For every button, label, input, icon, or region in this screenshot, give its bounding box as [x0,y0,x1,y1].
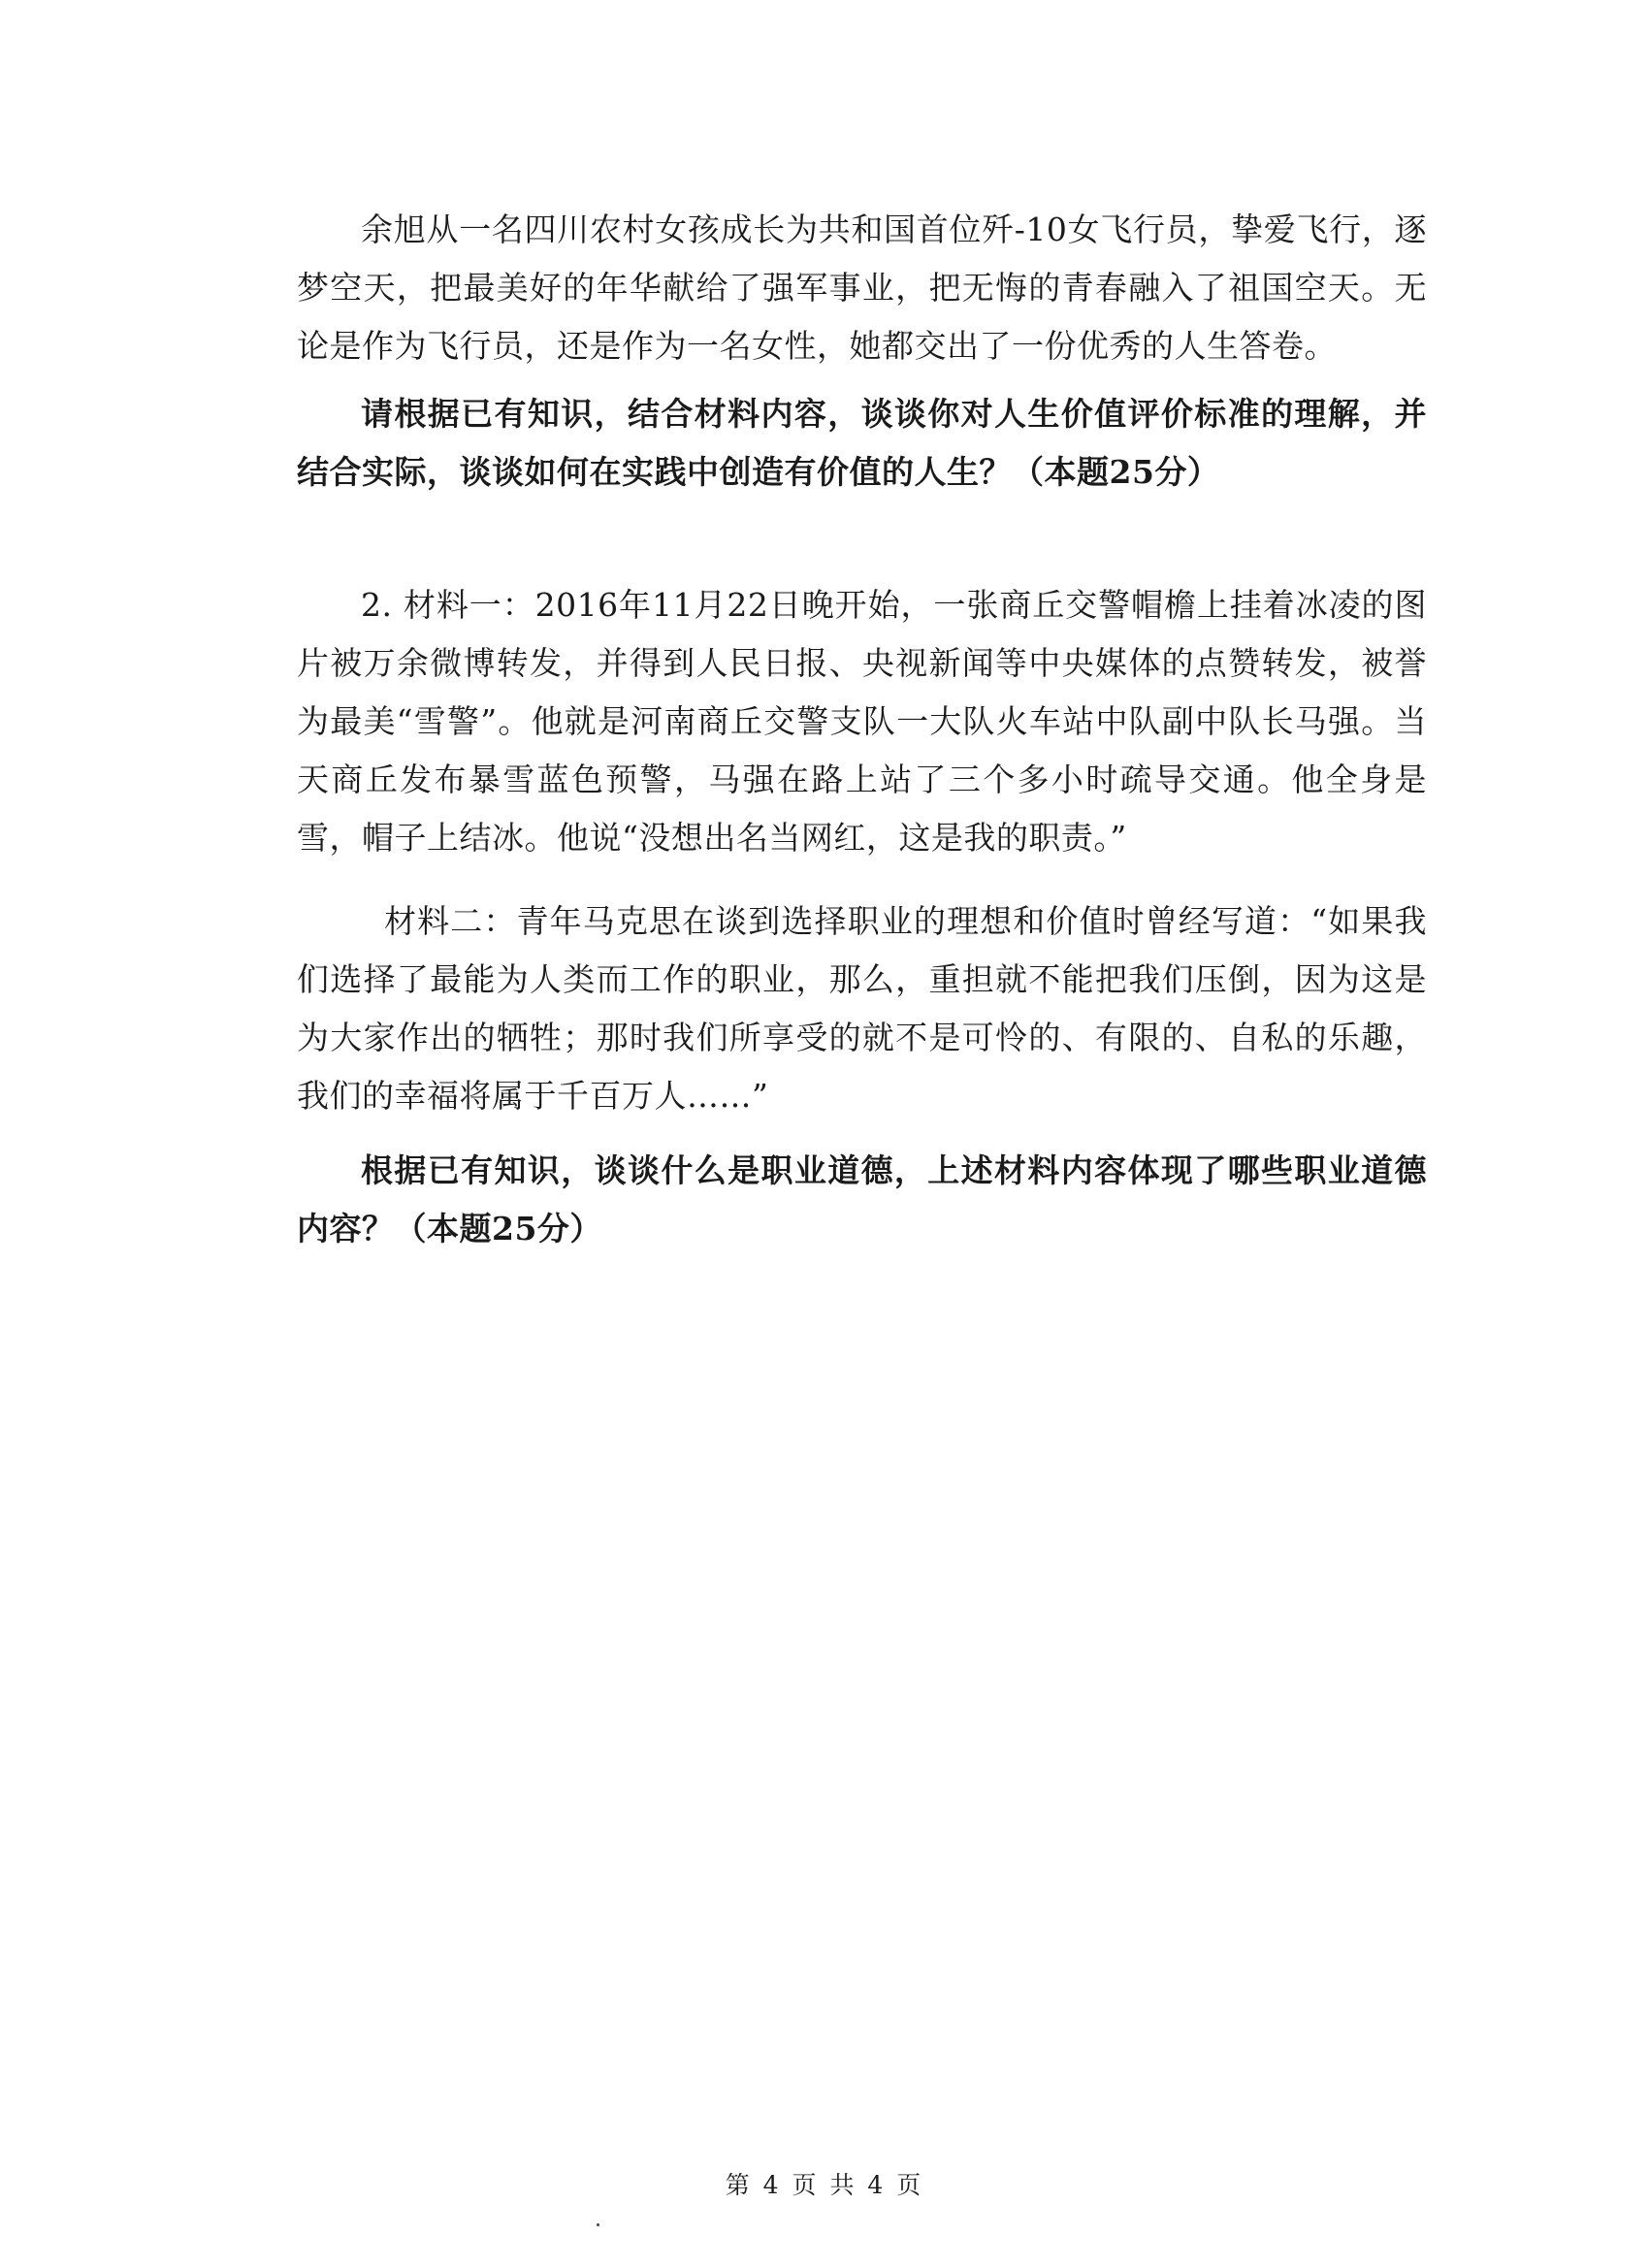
question-2-prompt: 根据已有知识，谈谈什么是职业道德，上述材料内容体现了哪些职业道德内容？（本题25分） [297,1151,1427,1247]
question-1-prompt: 请根据已有知识，结合材料内容，谈谈你对人生价值评价标准的理解，并结合实际，谈谈如何在实践中创造有价值的人生？（本题25分） [297,395,1427,491]
page-number-footer: 第 4 页 共 4 页 [725,2171,924,2199]
question-2-material-1: 2. 材料一：2016年11月22日晚开始，一张商丘交警帽檐上挂着冰凌的图片被万余微博转发，并得到人民日报、央视新闻等中央媒体的点赞转发，被誉为最美“雪警”。他就是河南商丘交警支队一大队火车站中队副中队长马强。当天商丘发布暴雪蓝色预警，马强在路上站了三个多小时疏导交通。他全身是雪，帽子上结冰。他说“没想出名当网红，这是我的职责。” [297,586,1427,857]
scan-speck [597,2223,599,2226]
material-passage-yu-xu: 余旭从一名四川农村女孩成长为共和国首位歼-10女飞行员，挚爱飞行，逐梦空天，把最美好的年华献给了强军事业，把无悔的青春融入了祖国空天。无论是作为飞行员，还是作为一名女性，她都交出了一份优秀的人生答卷。 [297,211,1427,365]
question-2-material-2: 材料二：青年马克思在谈到选择职业的理想和价值时曾经写道：“如果我们选择了最能为人类而工作的职业，那么，重担就不能把我们压倒，因为这是为大家作出的牺牲；那时我们所享受的就不是可怜的、有限的、自私的乐趣，我们的幸福将属于千百万人……” [297,902,1427,1115]
